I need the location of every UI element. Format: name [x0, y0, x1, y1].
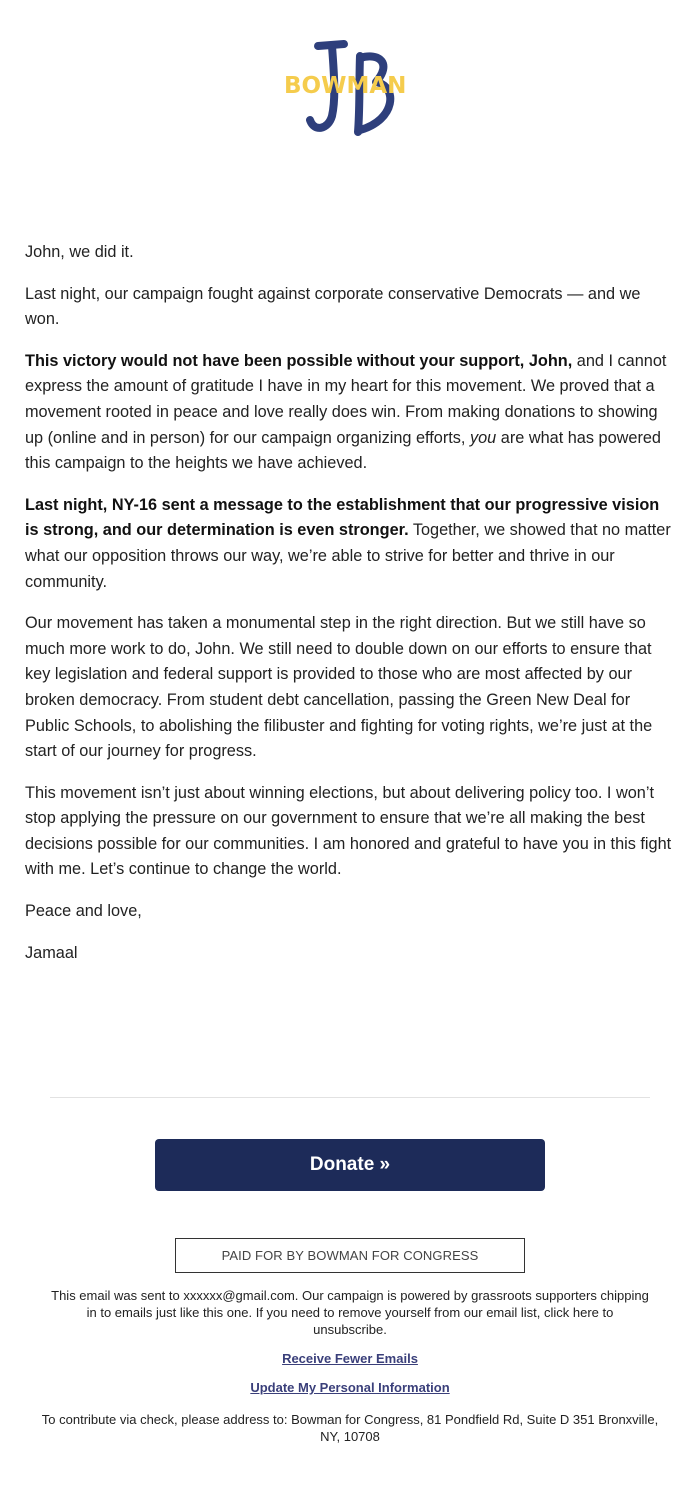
paragraph-2-bold: This victory would not have been possible without your support, John, [25, 351, 573, 370]
campaign-logo [280, 38, 420, 140]
paragraph-5: This movement isn’t just about winning elections, but about delivering policy too. I won’t stop applying the pressure on our government to ensure that we’re all making the best decisions possible for our communities. I am honored and grateful to have you in this fight with me. Let’s continue to change the world. [25, 783, 672, 879]
paragraph-3-text: Together, we showed that no matter what our opposition throws our way, we’re able to strive for better and thrive in our community. [25, 521, 671, 591]
paragraph-2 [25, 349, 677, 477]
logo-area [0, 38, 700, 140]
logo-wordmark: BOWMAN [284, 73, 407, 99]
paragraph-3 [25, 493, 677, 595]
closing: Peace and love, [25, 902, 142, 921]
greeting: John, we did it. [25, 243, 134, 261]
divider [50, 1097, 650, 1098]
mailing-address: To contribute via check, please address to: Bowman for Congress, 81 Pondfield Rd, Suite D 351 Bronxville, NY, 10708 [41, 1412, 659, 1444]
footer-notice: This email was sent to xxxxxx@gmail.com. Our campaign is powered by grassroots supporters chipping in to emails just like this one. If you need to remove yourself from our email list, click here to unsubscribe. [51, 1288, 649, 1337]
paragraph-2-end: are what has powered this campaign to the heights we have achieved. [25, 428, 661, 473]
paid-for-disclaimer: PAID FOR BY BOWMAN FOR CONGRESS [175, 1238, 525, 1273]
signature: Jamaal [25, 943, 78, 962]
paragraph-4: Our movement has taken a monumental step in the right direction. But we still have so much more work to do, John. We still need to double down on our efforts to ensure that key legislation and federal support is provided to those who are most affected by our broken democracy. From student debt cancellation, passing the Green New Deal for Public Schools, to abolishing the filibuster and fighting for voting rights, we’re just at the start of our journey for progress. [25, 614, 653, 761]
paragraph-1: Last night, our campaign fought against corporate conservative Democrats — and we won. [25, 284, 641, 329]
update-personal-info-link[interactable]: Update My Personal Information [250, 1380, 450, 1395]
paragraph-2-emphasis: you [469, 428, 497, 447]
paragraph-2-text: and I cannot express the amount of gratitude I have in my heart for this movement. We proved that a movement rooted in peace and love really does win. From making donations to showing up (online and in person) for our campaign organizing efforts, [25, 351, 667, 447]
letter-body [25, 240, 677, 982]
paragraph-3-bold: Last night, NY-16 sent a message to the establishment that our progressive vision is strong, and our determination is even stronger. [25, 495, 660, 540]
donate-button[interactable]: Donate » [155, 1139, 545, 1191]
receive-fewer-emails-link[interactable]: Receive Fewer Emails [282, 1351, 418, 1366]
